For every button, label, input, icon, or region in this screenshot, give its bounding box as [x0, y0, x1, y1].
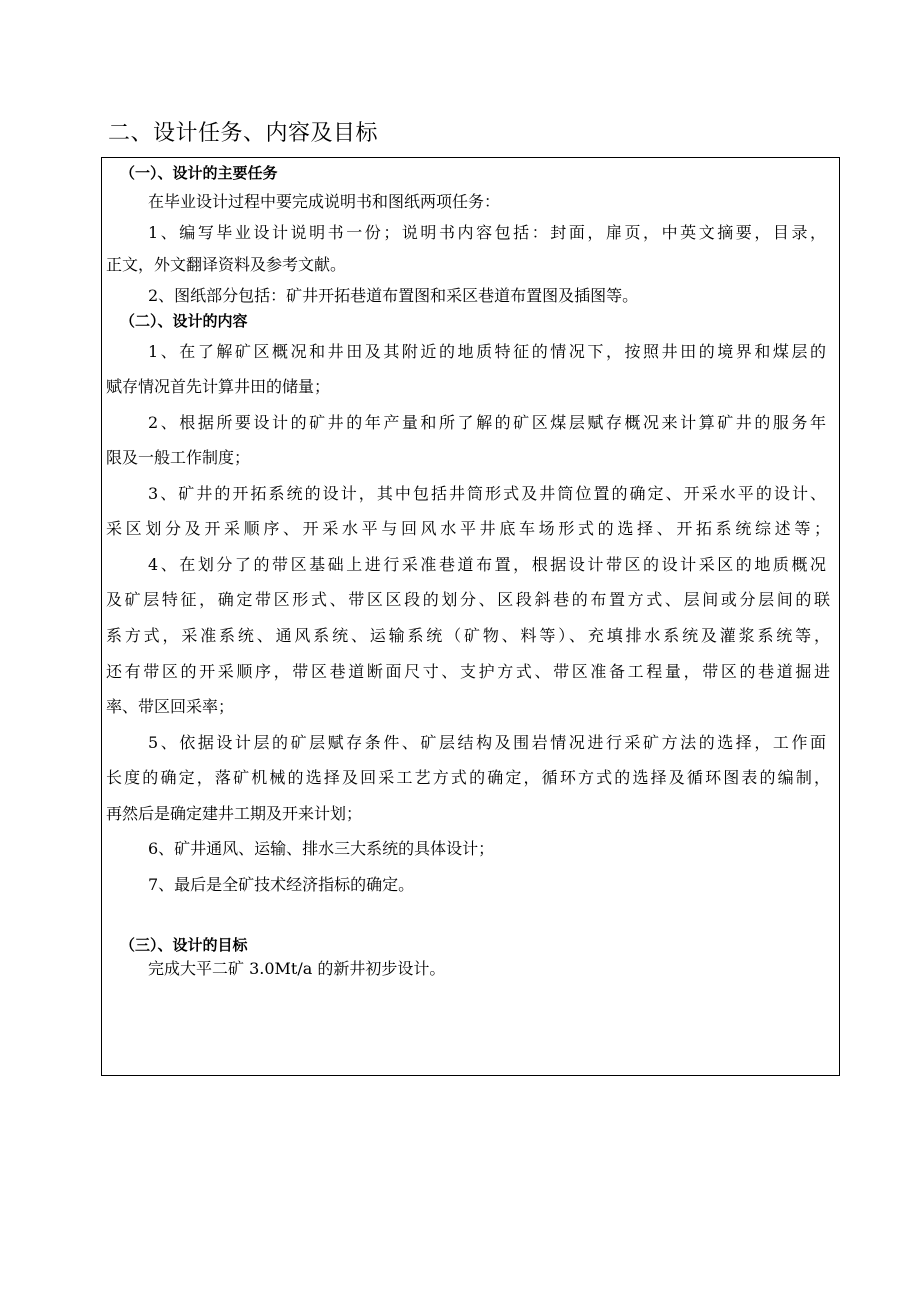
paragraph-line: 1、在了解矿区概况和井田及其附近的地质特征的情况下，按照井田的境界和煤层的 — [148, 342, 826, 361]
paragraph-line: 及矿层特征，确定带区形式、带区区段的划分、区段斜巷的布置方式、层间或分层间的联 — [106, 590, 830, 609]
section-heading-content: （二）、设计的内容 — [120, 312, 248, 330]
paragraph-line: 正文，外文翻译资料及参考文献。 — [106, 255, 347, 274]
paragraph-line: 2、根据所要设计的矿井的年产量和所了解的矿区煤层赋存概况来计算矿井的服务年 — [148, 413, 826, 432]
paragraph-line: 再然后是确定建井工期及开来计划； — [106, 804, 363, 823]
paragraph-line: 赋存情况首先计算井田的储量； — [106, 377, 331, 396]
paragraph-line: 采区划分及开采顺序、开采水平与回风水平井底车场形式的选择、开拓系统综述等； — [106, 519, 830, 538]
paragraph-line: 7、最后是全矿技术经济指标的确定。 — [148, 875, 415, 894]
paragraph-line: 4、在划分了的带区基础上进行采准巷道布置，根据设计带区的设计采区的地质概况 — [148, 555, 826, 574]
paragraph-line: 3、矿井的开拓系统的设计，其中包括井筒形式及井筒位置的确定、开采水平的设计、 — [148, 484, 826, 503]
section-heading-tasks: （一）、设计的主要任务 — [120, 164, 278, 182]
paragraph-line: 系方式，采准系统、通风系统、运输系统（矿物、料等）、充填排水系统及灌浆系统等， — [106, 626, 830, 645]
paragraph-line: 5、依据设计层的矿层赋存条件、矿层结构及围岩情况进行采矿方法的选择，工作面 — [148, 733, 826, 752]
paragraph-line: 在毕业设计过程中要完成说明书和图纸两项任务： — [148, 192, 501, 211]
section-heading-goal: （三）、设计的目标 — [120, 936, 248, 954]
paragraph-line: 2、图纸部分包括：矿井开拓巷道布置图和采区巷道布置图及插图等。 — [148, 286, 639, 305]
paragraph-line: 完成大平二矿 3.0Mt/a 的新井初步设计。 — [148, 959, 446, 978]
content-box — [101, 157, 840, 1076]
paragraph-line: 6、矿井通风、运输、排水三大系统的具体设计； — [148, 839, 495, 858]
paragraph-line: 还有带区的开采顺序，带区巷道断面尺寸、支护方式、带区准备工程量，带区的巷道掘进 — [106, 662, 830, 681]
paragraph-line: 1、编写毕业设计说明书一份；说明书内容包括：封面，扉页，中英文摘要，目录， — [148, 223, 826, 242]
paragraph-line: 率、带区回采率； — [106, 697, 235, 716]
paragraph-line: 限及一般工作制度； — [106, 448, 251, 467]
page-title: 二、设计任务、内容及目标 — [108, 121, 379, 146]
paragraph-line: 长度的确定，落矿机械的选择及回采工艺方式的确定，循环方式的选择及循环图表的编制， — [106, 768, 830, 787]
